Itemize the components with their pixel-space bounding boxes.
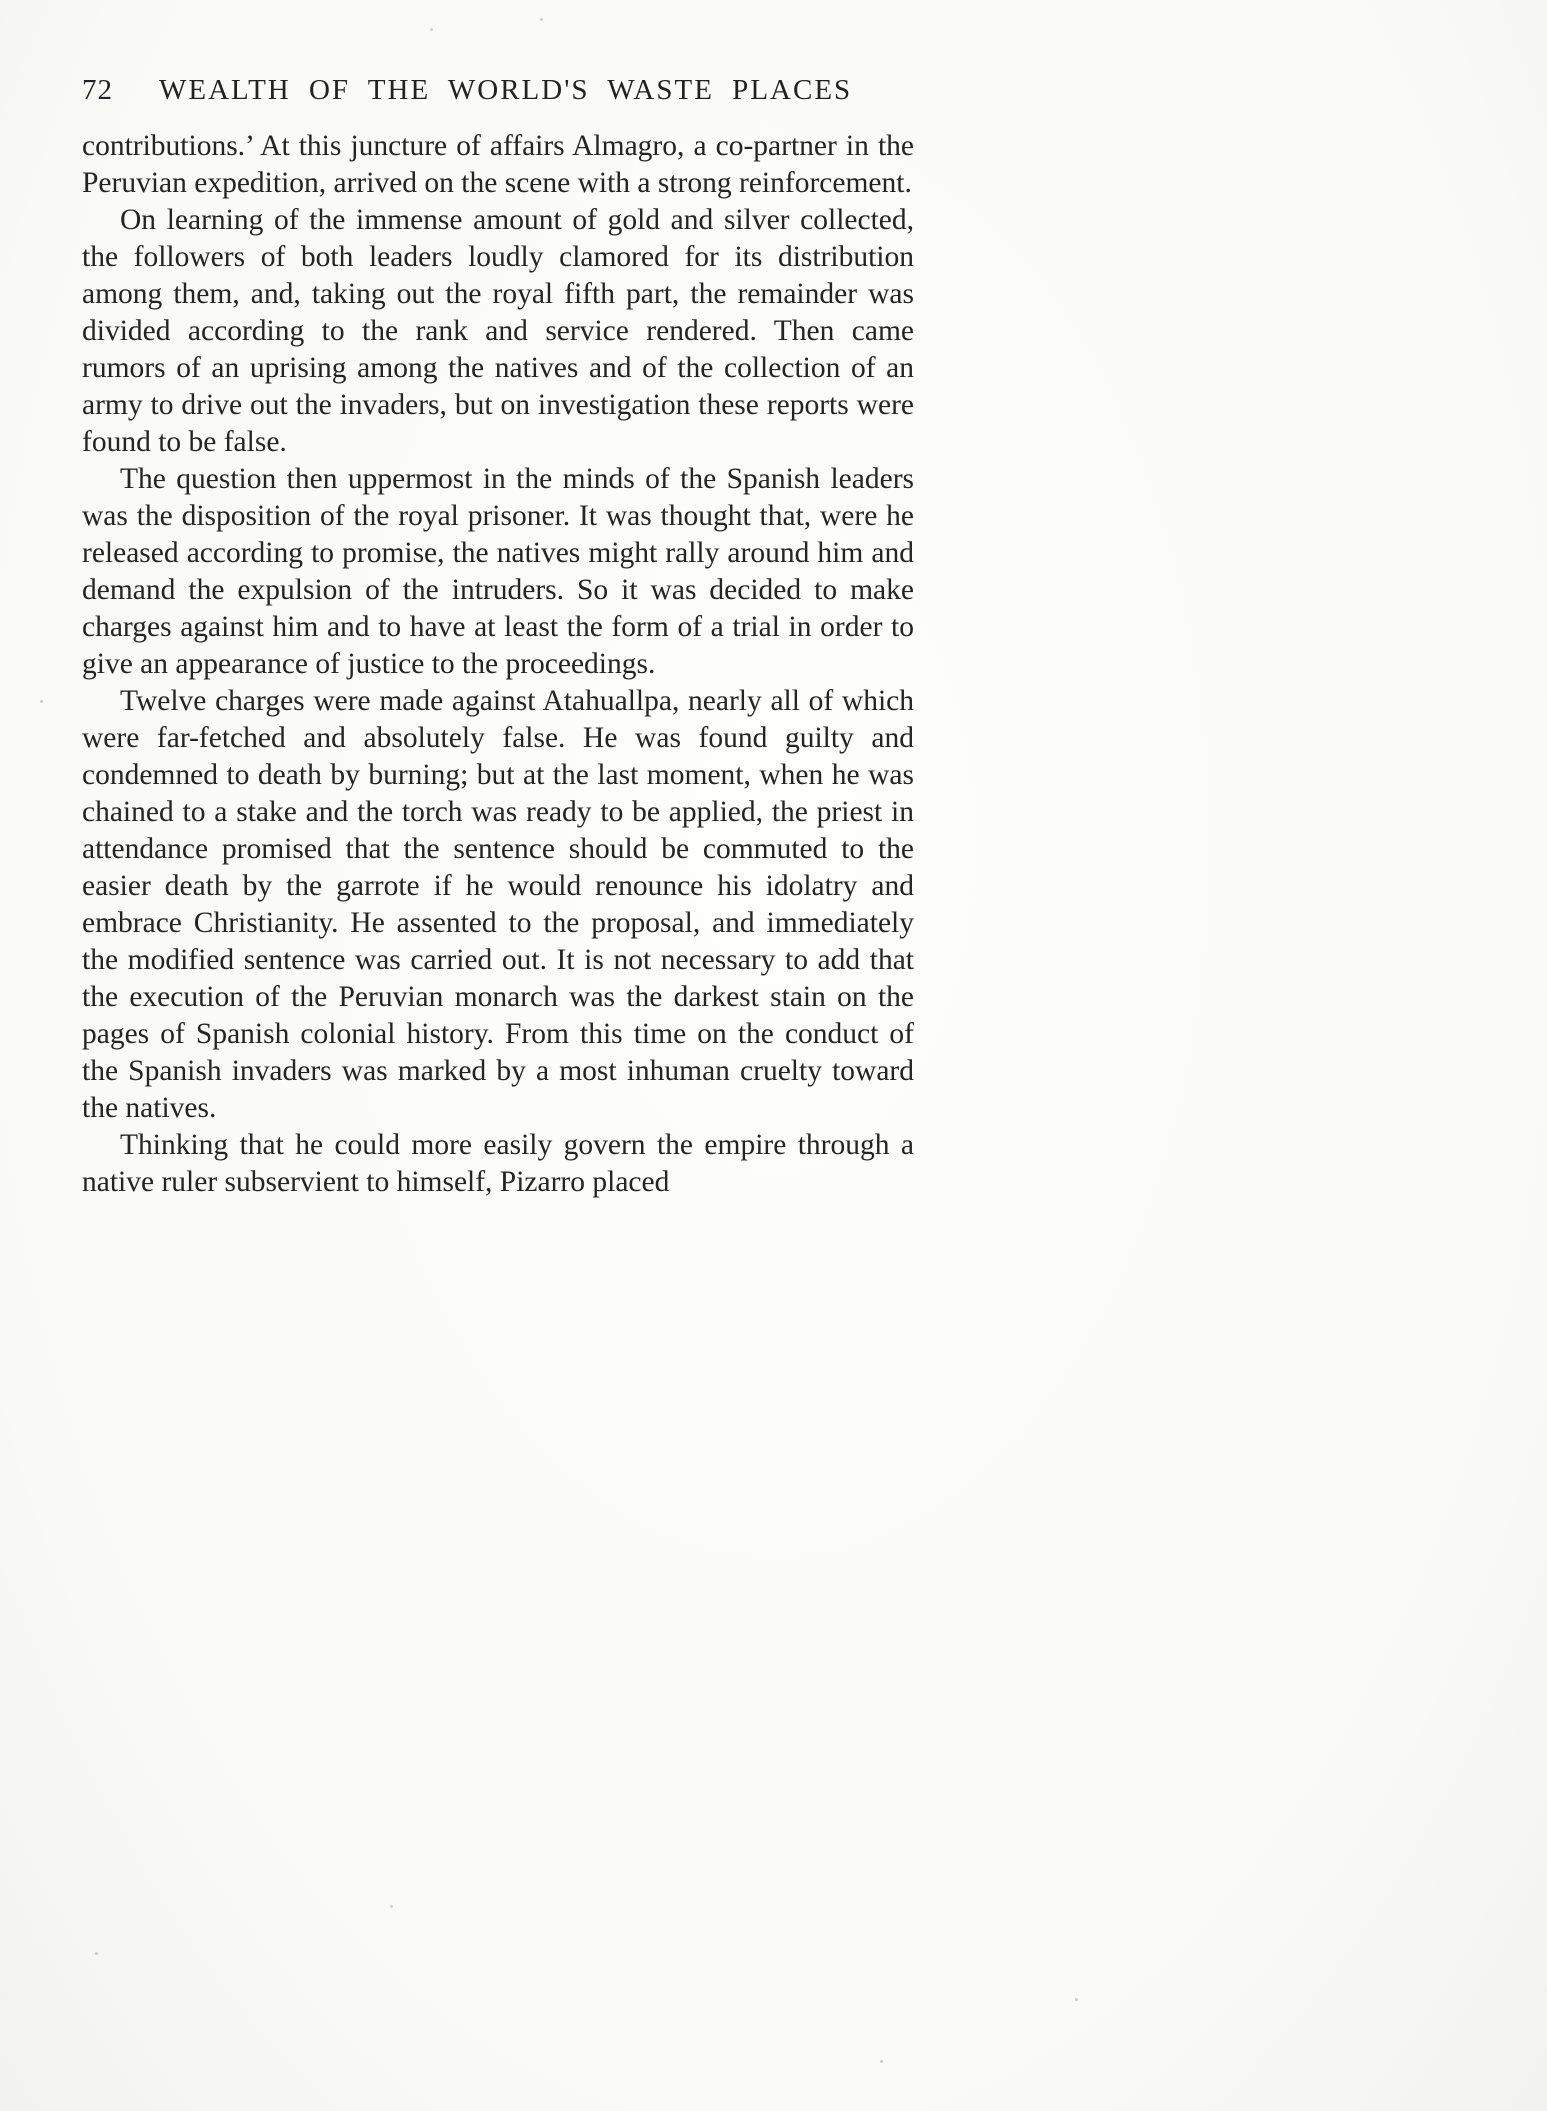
scan-speck <box>540 18 543 21</box>
scan-speck <box>430 28 433 31</box>
scan-speck <box>40 700 43 703</box>
paragraph: On learning of the immense amount of gold and silver collected, the followers of both leaders loudly clamored for its distribution among them, and, taking out the royal fifth part, the remainder was divided according to the rank and service rendered. Then came rumors of an uprising among the natives and of the collection of an army to drive out the invaders, but on investigation these reports were found to be false. <box>82 204 914 458</box>
paragraph: Twelve charges were made against Atahuallpa, nearly all of which were far-fetched and absolutely false. He was found guilty and condemned to death by burning; but at the last moment, when he was chained to a stake and the torch was ready to be applied, the priest in attendance promised that the sentence should be commuted to the easier death by the garrote if he would renounce his idolatry and embrace Christianity. He assented to the proposal, and immediately the modified sentence was carried out. It is not necessary to add that the execution of the Peruvian monarch was the darkest stain on the pages of Spanish colonial history. From this time on the conduct of the Spanish invaders was marked by a most inhuman cruelty toward the natives. <box>82 685 914 1124</box>
page-header <box>82 74 912 107</box>
page-number: 72 <box>82 74 113 106</box>
paragraph: Thinking that he could more easily govern the empire through a native ruler subservient to himself, Pizarro placed <box>82 1129 914 1198</box>
paragraph: The question then uppermost in the minds of the Spanish leaders was the disposition of the royal prisoner. It was thought that, were he released according to promise, the natives might rally around him and demand the expulsion of the intruders. So it was decided to make charges against him and to have at least the form of a trial in order to give an appearance of justice to the proceedings. <box>82 463 914 680</box>
scan-speck <box>880 2060 883 2063</box>
scan-speck <box>1075 1998 1078 2001</box>
scan-speck <box>390 1905 393 1908</box>
scan-speck <box>95 1952 98 1955</box>
running-title: WEALTH OF THE WORLD'S WASTE PLACES <box>159 74 853 106</box>
body-text <box>82 128 914 1201</box>
paragraph: contributions.’ At this juncture of affairs Almagro, a co-partner in the Peruvian expedition, arrived on the scene with a strong reinforcement. <box>82 130 914 199</box>
